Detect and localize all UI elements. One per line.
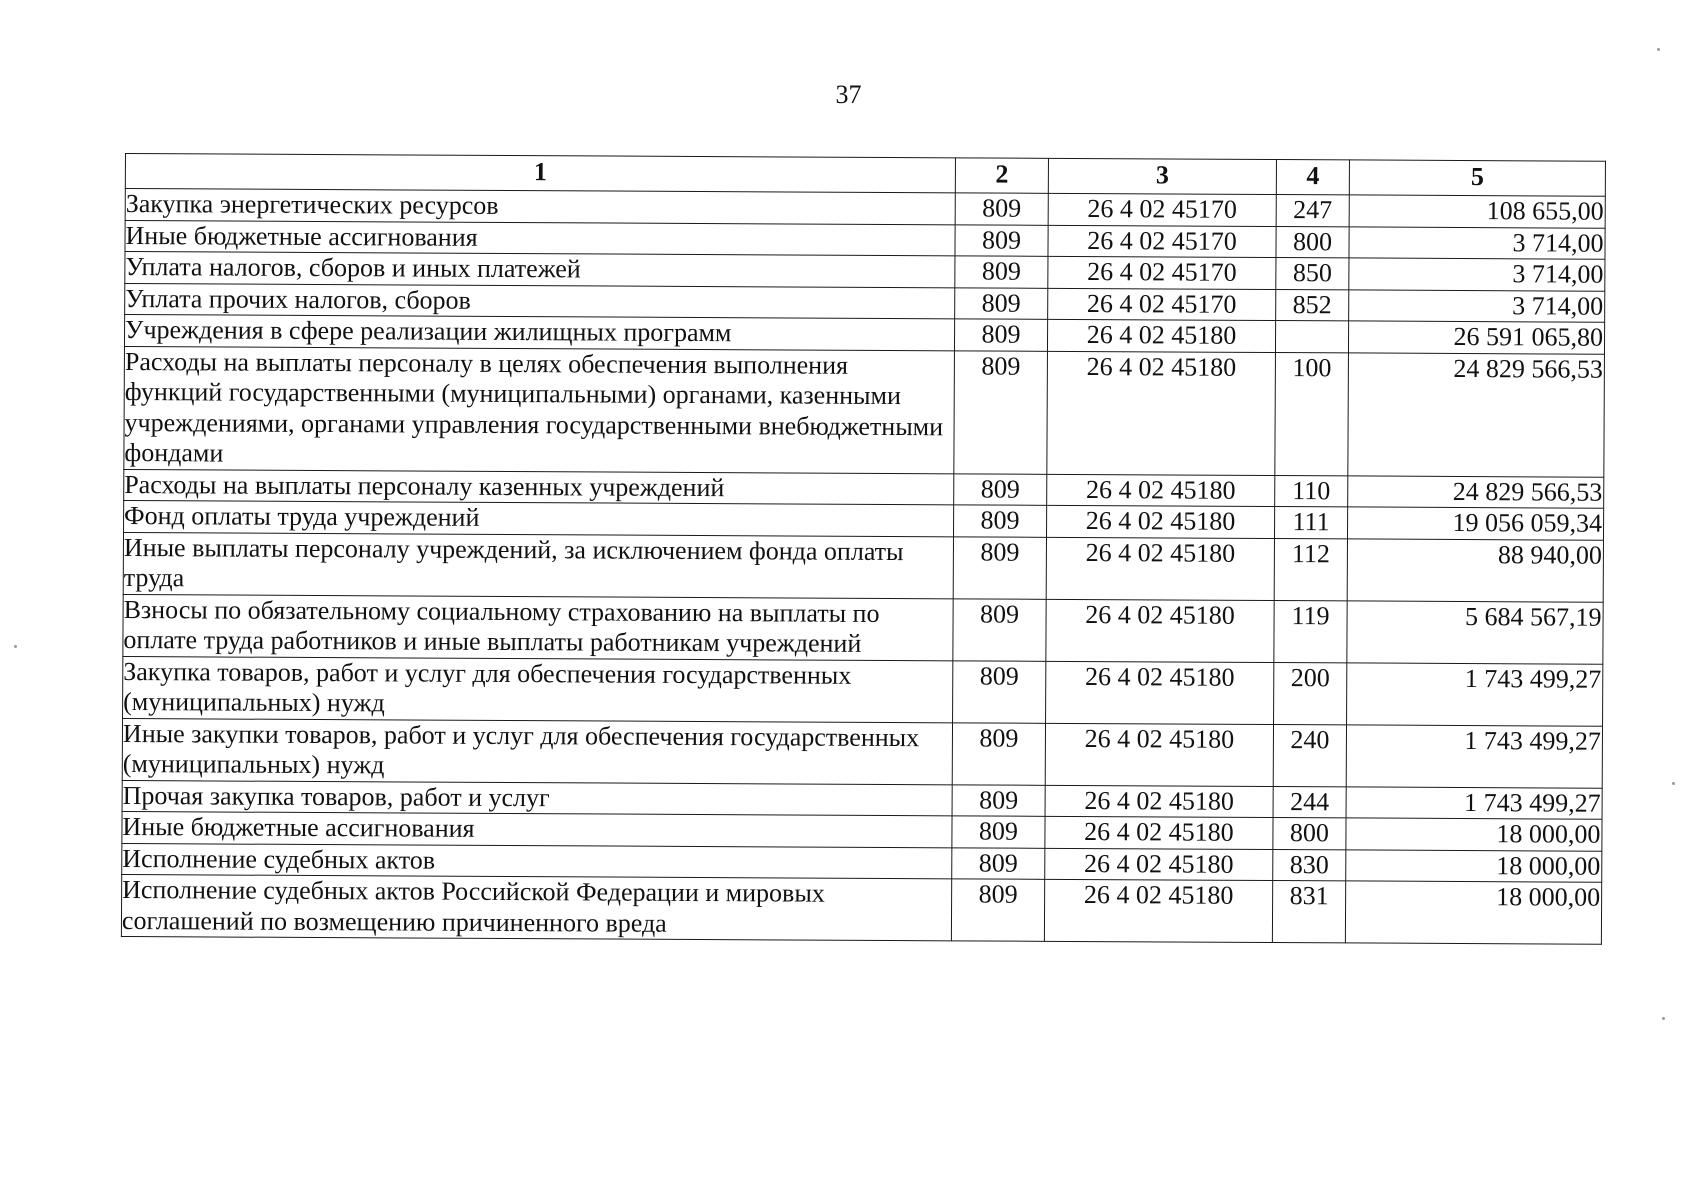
row-expense-type: 112 [1274,538,1347,600]
row-sum: 3 714,00 [1349,258,1605,291]
row-target-article: 26 4 02 45180 [1044,879,1272,942]
row-ministry-code: 809 [952,816,1045,848]
row-ministry-code: 809 [952,722,1045,784]
row-sum: 1 743 499,27 [1346,786,1602,819]
row-ministry-code: 809 [955,256,1048,288]
row-sum: 3 714,00 [1349,226,1605,259]
row-name: Расходы на выплаты персоналу в целях обеспечения выполнения функций государственными (муниципальными) органами, казенными учреждениями, органами управления государственными внебюджетными фондами [124,346,955,473]
column-header-3: 3 [1048,158,1276,194]
row-ministry-code: 809 [953,660,1046,722]
table-row [123,532,1603,602]
row-sum: 108 655,00 [1349,195,1605,228]
row-expense-type: 244 [1273,786,1346,818]
row-name: Иные бюджетные ассигнования [125,220,955,256]
row-ministry-code: 809 [953,598,1046,660]
row-ministry-code: 809 [951,879,1044,941]
row-sum: 3 714,00 [1349,289,1605,322]
table-row [122,718,1602,788]
row-target-article: 26 4 02 45180 [1045,848,1273,881]
row-sum: 18 000,00 [1346,818,1602,851]
row-expense-type [1275,321,1348,353]
row-sum: 19 056 059,34 [1347,507,1603,540]
row-expense-type: 800 [1273,818,1346,850]
row-name: Учреждения в сфере реализации жилищных программ [124,315,954,351]
row-name: Иные бюджетные ассигнования [122,811,952,847]
row-target-article: 26 4 02 45170 [1048,225,1276,258]
column-header-2: 2 [955,158,1048,193]
row-name: Исполнение судебных актов [122,843,952,879]
row-name: Уплата налогов, сборов и иных платежей [125,252,955,288]
row-target-article: 26 4 02 45170 [1048,288,1276,321]
scan-speck [1672,782,1675,785]
row-sum: 24 829 566,53 [1348,475,1604,508]
scan-speck [14,645,17,648]
table-row [124,346,1605,477]
row-ministry-code: 809 [954,350,1048,473]
row-target-article: 26 4 02 45170 [1048,256,1276,289]
row-expense-type: 240 [1273,724,1346,786]
row-expense-type: 850 [1276,258,1349,290]
row-sum: 26 591 065,80 [1348,321,1604,354]
row-ministry-code: 809 [955,287,1048,319]
column-header-5: 5 [1349,160,1605,196]
row-ministry-code: 809 [953,536,1046,598]
row-ministry-code: 809 [955,224,1048,256]
row-ministry-code: 809 [954,473,1047,505]
row-sum: 18 000,00 [1346,849,1602,882]
row-name: Расходы на выплаты персоналу казенных учреждений [124,469,954,505]
row-expense-type: 100 [1275,352,1349,475]
row-sum: 88 940,00 [1347,538,1603,601]
row-name: Прочая закупка товаров, работ и услуг [122,780,952,816]
row-sum: 1 743 499,27 [1347,662,1603,725]
scan-speck [1662,1017,1665,1020]
row-name: Закупка товаров, работ и услуг для обеспечения государственных (муниципальных) нужд [123,656,953,722]
row-name: Закупка энергетических ресурсов [125,189,955,225]
column-header-1: 1 [125,154,955,193]
row-target-article: 26 4 02 45180 [1045,723,1273,786]
row-target-article: 26 4 02 45180 [1046,661,1274,724]
row-expense-type: 200 [1274,662,1347,724]
row-expense-type: 852 [1276,289,1349,321]
row-target-article: 26 4 02 45180 [1047,505,1275,538]
row-name: Фонд оплаты труда учреждений [124,500,954,536]
row-target-article: 26 4 02 45170 [1048,193,1276,226]
row-target-article: 26 4 02 45180 [1046,599,1274,662]
row-ministry-code: 809 [954,319,1047,351]
row-name: Взносы по обязательному социальному страхованию на выплаты по оплате труда работников и иные выплаты работникам учреждений [123,594,953,660]
row-target-article: 26 4 02 45180 [1045,816,1273,849]
row-sum: 24 829 566,53 [1348,352,1605,476]
page-number: 37 [835,80,862,109]
row-target-article: 26 4 02 45180 [1047,351,1276,475]
row-ministry-code: 809 [952,847,1045,879]
row-name: Исполнение судебных актов Российской Федерации и мировых соглашений по возмещению причиненного вреда [121,874,951,940]
row-sum: 18 000,00 [1345,881,1601,944]
row-target-article: 26 4 02 45180 [1047,474,1275,507]
table-row [123,656,1603,726]
row-expense-type: 110 [1275,475,1348,507]
row-expense-type: 111 [1274,507,1347,539]
table-row [121,874,1601,944]
scan-speck [1657,48,1660,51]
row-ministry-code: 809 [952,784,1045,816]
row-expense-type: 247 [1276,195,1349,227]
row-ministry-code: 809 [954,505,1047,537]
row-expense-type: 119 [1274,600,1347,662]
row-ministry-code: 809 [955,193,1048,225]
row-target-article: 26 4 02 45180 [1047,319,1275,352]
row-name: Иные закупки товаров, работ и услуг для обеспечения государственных (муниципальных) нужд [122,718,952,784]
row-expense-type: 831 [1272,881,1345,943]
column-header-4: 4 [1276,160,1349,195]
row-name: Уплата прочих налогов, сборов [125,283,955,319]
row-sum: 5 684 567,19 [1347,600,1603,663]
row-expense-type: 830 [1273,849,1346,881]
row-name: Иные выплаты персоналу учреждений, за исключением фонда оплаты труда [123,532,953,598]
row-sum: 1 743 499,27 [1346,724,1602,787]
table-row [123,594,1603,664]
row-target-article: 26 4 02 45180 [1045,785,1273,818]
row-target-article: 26 4 02 45180 [1046,537,1274,600]
budget-table [121,153,1606,945]
row-expense-type: 800 [1276,226,1349,258]
